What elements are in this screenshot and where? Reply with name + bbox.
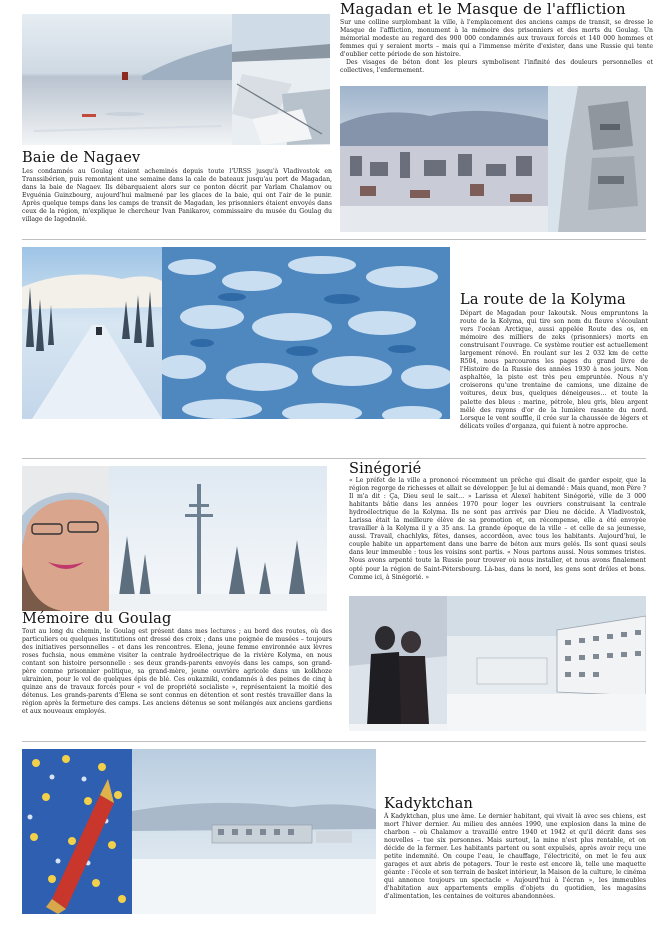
kolyma-road-photo <box>22 247 162 419</box>
elena-portrait-photo <box>22 466 109 611</box>
nagaev-pier-photo <box>232 14 330 145</box>
sinegorie-text: « Le préfet de la ville a prononcé récemment un prêche qui disait de garder espoir, que la région regorge de richesses et allait se développer. Je lui ai demandé : Mais quand, mon Père ? Il m'a dit : Ça, Dieu seul le sait… » Larissa et Alexeï habitent Sinégorié, ville de 3 000 habitants bâtie dans les années 1970 pour loger les ouvriers construisant la centrale hydroélectrique de la Kolyma. Ils ne sont pas arrivés par Dieu ne décide. À Vladivostok, Larissa était la meilleure élève de sa promotion et, en récompense, elle a été envoyée travailler à la Kolyma il y a 35 ans. La grande époque de la ville – et celle de sa jeunesse, aussi. Travail, chachlyks, fêtes, danses, accordéon, avec tous les habitants. Aujourd'hui, le couple habite un appartement dans une barre de béton aux murs gelés. Ils sont quasi seuls dans leur immeuble : tous les voisins sont partis. « Nous partons aussi. Nous sommes tristes. Nous avons arpenté toute la Russie pour trouver où nous installer, et nous avons finalement opté pour la région de Saint-Pétersbourg. Là-bas, dans le nord, les gens sont drôles et bons. Comme ici, à Sinégorié. » <box>349 477 646 581</box>
ice-photo <box>162 247 450 419</box>
nagaev-text: Les condamnés au Goulag étaient acheminés depuis toute l'URSS jusqu'à Vladivostok en Transsibérien, puis remontaient une semaine dans la cale de bateaux jusqu'au port de Magadan, dans la baie de Nagaev. Ils débarquaient alors sur ce ponton décrit par Varlam Chalamov ou Evguénia Guinzbourg, aujourd'hui malmené par les glaces de la baie, qui ont l'air de le punir. Après quelque temps dans les camps de transit de Magadan, les prisonniers étaient envoyés dans ceux de la région, m'explique le chercheur Ivan Panikarov, commissaire du musée du Goulag du village de Iagodnoïé. <box>22 168 332 224</box>
couple-photo <box>349 596 447 731</box>
nagaev-title: Baie de Nagaev <box>22 150 141 166</box>
kadyktchan-text: À Kadyktchan, plus une âme. Le dernier habitant, qui vivait là avec ses chiens, est mort l'hiver dernier. Au milieu des années 1990, une explosion dans la mine de charbon – où Chalamov a travaillé entre 1940 et 1942 et qu'il décrit dans ses nouvelles – tue six personnes. Mais surtout, la mine n'est plus rentable, et on décide de la fermer. Les habitants partent ou sont expulsés, après avoir reçu une petite indemnité. On coupe l'eau, le chauffage, l'électricité, on met le feu aux garages et aux abris de potagers. Tour le reste est encore là, telle une maquette géante : l'école et son terrain de basket intérieur, la Maison de la culture, le cinéma qui annonce toujours un spectacle « Aujourd'hui à l'écran », les immeubles d'habitation aux appartements emplis d'objets du quotidien, les magasins d'alimentation, les centaines de voitures abandonnées. <box>384 813 646 901</box>
magadan-city-photo <box>340 86 548 232</box>
magadan-paragraph-1: Sur une colline surplombant la ville, à l'emplacement des anciens camps de transit, se dresse le Masque de l'affliction, monument à la mémoire des prisonniers et des morts du Goulag. Un mémorial modeste au regard des 900 000 condamnés aux travaux forcés et 140 000 hommes et femmes qui y seraient morts – mais qui a l'immense mérite d'exister, dans une Russie qui tente d'oublier cette période de son histoire. <box>340 19 653 59</box>
cross-photo <box>109 466 327 611</box>
nagaev-bay-photo <box>22 14 232 145</box>
stars-photo <box>22 749 132 914</box>
memoire-text: Tout au long du chemin, le Goulag est présent dans mes lectures ; au bord des routes, où des particuliers ou quelques institutions ont dressé des croix ; dans une poignée de musées – toujours des initiatives personnelles – et dans les rencontres. Elena, jeune femme environnée aux lèvres roses fuchsia, nous emmène visiter la centrale hydroélectrique de la rivière Kolyma, en nous contant son histoire personnelle : ses deux grands-parents envoyés dans les camps, son grand-père comme prisonnier politique, sa grand-mère, jeune ouvrière agricole dans un kolkhoze ukrainien, pour le vol de quelques épis de blé. Ces oukazniki, condamnés à des peines de cinq à quinze ans de travaux forcés pour « vol de propriété socialiste », représentaient la moitié des détenus. Les grands-parents d'Elena se sont connus en détention et sont restés travailler dans la région après la fermeture des camps. Les anciens détenus se sont mélangés aux anciens gardiens et aux nouveaux employés. <box>22 628 332 716</box>
divider-2 <box>22 458 646 459</box>
kadyktchan-town-photo <box>132 749 376 914</box>
kolyma-title: La route de la Kolyma <box>460 292 626 308</box>
magadan-paragraph-2: Des visages de béton dont les pleurs symbolisent l'infinité des douleurs personnelles et collectives, l'enfermement. <box>340 59 653 75</box>
kadyktchan-title: Kadyktchan <box>384 796 474 812</box>
kolyma-text: Départ de Magadan pour Iakoutsk. Nous empruntons la route de la Kolyma, qui tire son nom du fleuve s'écoulant vers l'océan Arctique, aussi appelée Route des os, en mémoire des milliers de zeks (prisonniers) morts en construisant l'ouvrage. Ce système routier est actuellement largement rénové. En roulant sur les 2 032 km de cette R504, nous parcourons les pages du grand livre de l'Histoire de la Russie des années 1930 à nos jours. Non asphaltée, la piste est très peu empruntée. Nous n'y croiserons qu'une trentaine de camions, une dizaine de voitures, deux bus, quelques déneigeuses… et toute la palette des bleus : marine, pétrole, bleu gris, bleu argent mêlé des rayons d'or de la lumière rasante du nord. Lorsque le vent souffle, il crée sur la chaussée de légers et délicats voiles d'organza, qui fuient à notre approche. <box>460 310 648 430</box>
memoire-title: Mémoire du Goulag <box>22 611 172 627</box>
magadan-title: Magadan et le Masque de l'affliction <box>340 0 626 18</box>
buildings-photo <box>447 596 646 731</box>
mask-photo <box>548 86 646 232</box>
divider-3 <box>22 741 646 742</box>
divider-1 <box>22 239 646 240</box>
sinegorie-title: Sinégorié <box>349 461 422 477</box>
magadan-text <box>340 19 653 75</box>
